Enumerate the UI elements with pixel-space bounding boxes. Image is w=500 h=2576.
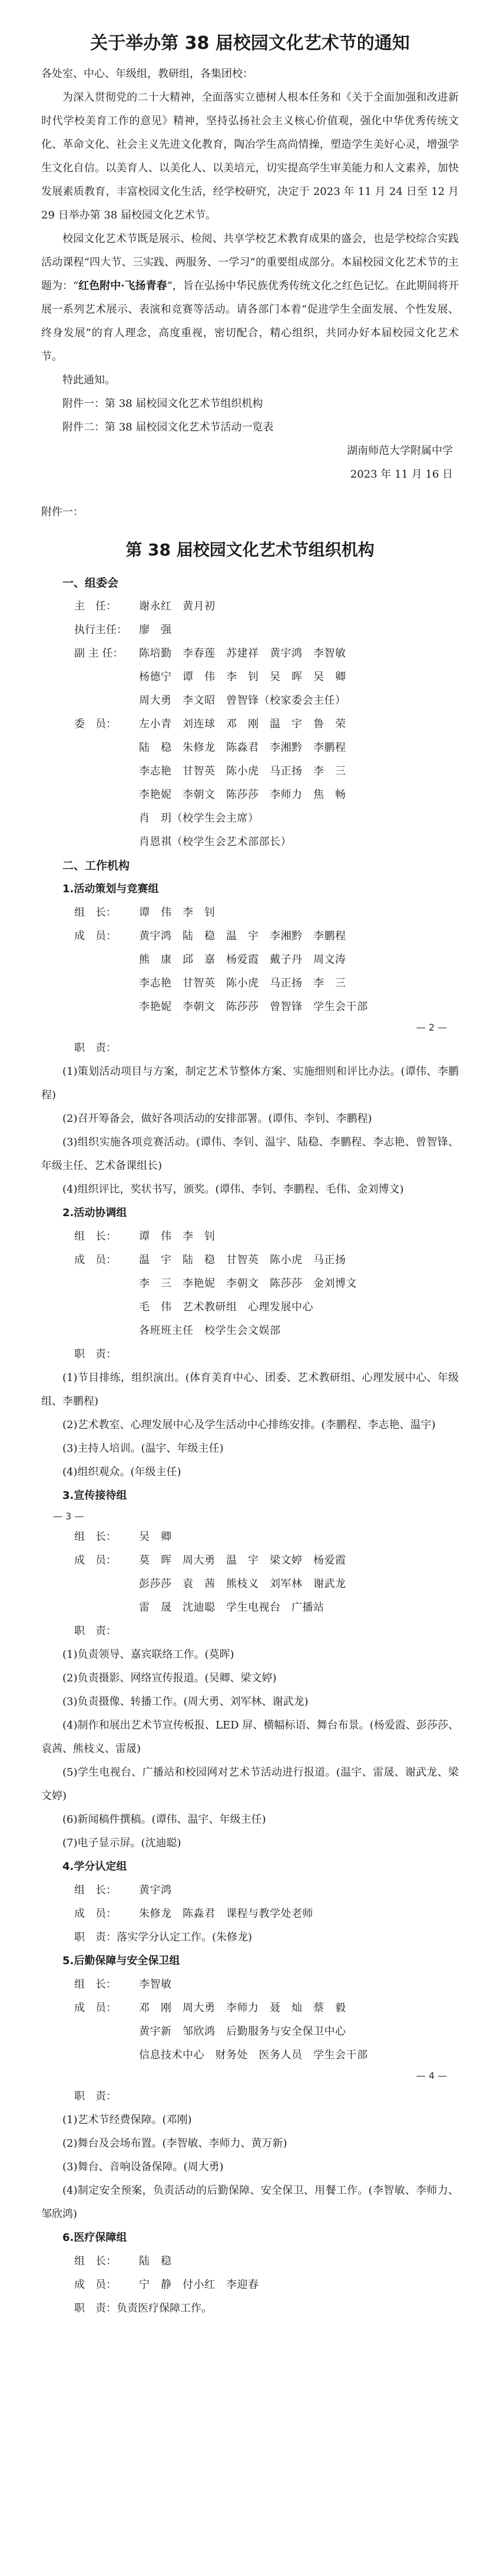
member-row xyxy=(41,665,459,689)
section-committee-heading: 一、组委会 xyxy=(62,577,119,590)
section-work-groups-heading: 二、工作机构 xyxy=(62,859,130,872)
member-row xyxy=(41,1319,459,1343)
member-row xyxy=(41,2020,459,2044)
appendix-label: 附件一： xyxy=(41,506,84,518)
duty-item: (1)负责领导、嘉宾联络工作。(莫晖) xyxy=(62,1648,234,1661)
member-role xyxy=(74,2044,139,2067)
member-row xyxy=(41,1525,459,1549)
group-2-duties xyxy=(41,1366,459,1484)
duty-item: (4)制作和展出艺术节宣传板报、LED 屏、横幅标语、舞台布景。(杨爱霞、彭莎莎、袁茜、熊枝义、雷晟) xyxy=(41,1719,459,1755)
group-3-duties xyxy=(41,1643,459,1855)
duty-item: (2)艺术教室、心理发展中心及学生活动中心排练安排。(李鹏程、李志艳、温宇) xyxy=(62,1419,436,1431)
attachment-1-line: 附件一：第 38 届校园文化艺术节组织机构 xyxy=(62,398,263,410)
member-names: 李 三 李艳妮 李朝文 陈莎莎 金刘博文 xyxy=(139,1277,357,1290)
member-row xyxy=(41,995,459,1019)
member-role: 主 任： xyxy=(74,600,117,612)
member-names: 李智敏 xyxy=(139,1978,172,1991)
member-row xyxy=(41,1249,459,1272)
member-role xyxy=(74,1596,139,1620)
member-role xyxy=(74,689,139,713)
group-6-heading: 6.医疗保障组 xyxy=(62,2231,127,2244)
member-role: 成 员： xyxy=(74,2002,117,2014)
member-row xyxy=(41,1272,459,1296)
festival-theme: 红色附中·飞扬青春 xyxy=(78,280,167,292)
group-1-duty-label: 职 责： xyxy=(74,1042,117,1054)
member-role xyxy=(74,807,139,830)
group-6-members xyxy=(41,2250,459,2297)
member-names: 肖 玥（校学生会主席） xyxy=(139,812,259,825)
duty-item: (2)舞台及会场布置。(李智敏、李师力、黄万新) xyxy=(62,2137,287,2150)
member-names: 谭 伟 李 钊 xyxy=(139,906,216,919)
member-names: 周大勇 李文昭 曾智锋（校家委会主任） xyxy=(139,694,346,707)
member-role xyxy=(74,1319,139,1343)
member-role: 成 员： xyxy=(74,1908,117,1920)
duty-item: (3)组织实施各项竞赛活动。(谭伟、李钊、温宇、陆稳、李鹏程、李志艳、曾智锋、年级主任、艺术备课组长) xyxy=(41,1136,459,1172)
group-2-members xyxy=(41,1225,459,1343)
member-names: 杨德宁 谭 伟 李 钊 吴 晖 吴 卿 xyxy=(139,671,346,683)
member-names: 莫 晖 周大勇 温 宇 梁文婷 杨爱霞 xyxy=(139,1554,346,1567)
member-names: 陆 稳 xyxy=(139,2255,172,2267)
member-role xyxy=(74,830,139,854)
member-row xyxy=(41,1996,459,2020)
member-names: 吴 卿 xyxy=(139,1531,172,1543)
group-2-duty-label: 职 责： xyxy=(74,1348,117,1360)
member-row xyxy=(41,1973,459,1996)
issue-date: 2023 年 11 月 16 日 xyxy=(350,468,453,481)
duty-item: (2)负责摄影、网络宣传报道。(吴卿、梁文婷) xyxy=(62,1672,277,1684)
salutation: 各处室、中心、年级组，教研组，各集团校： xyxy=(41,68,253,80)
paragraph-2-lead: 校园文化艺术节既是展示、检阅、共享学校艺术教育成果的盛会，也是学校综合实践活动课程“四大节、三实践、两服务、一学习”的重要组成部分。本届校园文化艺术节的主题为：“ xyxy=(41,233,459,292)
member-names: 黄宇鸿 xyxy=(139,1884,172,1896)
member-role xyxy=(74,783,139,807)
member-row xyxy=(41,948,459,972)
group-5-members xyxy=(41,1973,459,2067)
notice-paragraph-1: 为深入贯彻党的二十大精神，全面落实立德树人根本任务和《关于全面加强和改进新时代学校美育工作的意见》精神，坚持弘扬社会主义核心价值观，强化中华优秀传统文化、革命文化、社会主义先进文化教育，陶冶学生高尚情操，塑造学生美好心灵，增强学生文化自信。以美育人、以美化人、以美培元，切实提高学生审美能力和人文素养，加快发展素质教育，丰富校园文化生活，经学校研究，决定于 2023 年 11 月 24 日至 12 月 29 日举办第 38 届校园文化艺术节。 xyxy=(41,91,459,221)
group-3-members xyxy=(41,1525,459,1620)
duty-item: (4)制定安全预案，负责活动的后勤保障、安全保卫、用餐工作。(李智敏、李师力、邹欣鸿) xyxy=(41,2184,459,2220)
group-5-heading: 5.后勤保障与安全保卫组 xyxy=(62,1955,180,1967)
notice-title: 关于举办第 38 届校园文化艺术节的通知 xyxy=(90,33,410,54)
member-names: 朱修龙 陈淼君 课程与教学处老师 xyxy=(139,1908,313,1920)
member-row xyxy=(41,1879,459,1902)
member-role: 委 员： xyxy=(74,718,117,730)
member-names: 廖 强 xyxy=(139,624,172,636)
member-role: 执行主任： xyxy=(74,624,127,636)
duty-item: (1)节目排练，组织演出。(体育美育中心、团委、艺术教研组、心理发展中心、年级组、李鹏程) xyxy=(41,1372,459,1408)
member-role: 成 员： xyxy=(74,2279,117,2291)
member-names: 陆 稳 朱修龙 陈淼君 李湘黔 李鹏程 xyxy=(139,741,346,754)
appendix-title: 第 38 届校园文化艺术节组织机构 xyxy=(125,540,375,559)
member-role: 组 长： xyxy=(74,1884,117,1896)
member-row xyxy=(41,595,459,618)
member-row xyxy=(41,1596,459,1620)
member-row xyxy=(41,1296,459,1319)
member-names: 谢永红 黄月初 xyxy=(139,600,216,612)
duty-item: (4)组织观众。(年级主任) xyxy=(62,1466,181,1478)
member-names: 宁 静 付小红 李迎春 xyxy=(139,2279,259,2291)
member-row xyxy=(41,2250,459,2273)
member-row xyxy=(41,972,459,995)
member-role: 组 长： xyxy=(74,2255,117,2267)
member-role: 成 员： xyxy=(74,1254,117,1266)
member-role xyxy=(74,2020,139,2044)
paragraph-2-tail: ”，旨在弘扬中华民族优秀传统文化之红色记忆。在此期间将开展一系列艺术展示、表演和竞赛等活动。请各部门本着“促进学生全面发展、个性发展、终身发展”的育人理念，高度重视，密切配合，精心组织，共同办好本届校园文化艺术节。 xyxy=(41,280,459,363)
group-3-duty-label: 职 责： xyxy=(74,1625,117,1637)
member-names: 毛 伟 艺术教研组 心理发展中心 xyxy=(139,1301,313,1313)
member-row xyxy=(41,618,459,642)
member-row xyxy=(41,807,459,830)
member-row xyxy=(41,925,459,948)
member-names: 邓 刚 周大勇 李师力 聂 灿 蔡 毅 xyxy=(139,2002,346,2014)
notice-paragraph-3: 特此通知。 xyxy=(62,374,115,386)
group-5-duty-label: 职 责： xyxy=(74,2090,117,2102)
member-role xyxy=(74,995,139,1019)
duty-item: (7)电子显示屏。(沈迪聪) xyxy=(62,1837,181,1849)
member-names: 黄宇鸿 陆 稳 温 宇 李湘黔 李鹏程 xyxy=(139,930,346,942)
member-names: 左小青 刘连球 邓 刚 温 宇 鲁 荣 xyxy=(139,718,346,730)
member-role: 副 主 任： xyxy=(74,647,124,660)
group-4-members xyxy=(41,1879,459,1926)
member-role: 组 长： xyxy=(74,1531,117,1543)
member-names: 彭莎莎 袁 茜 熊枝义 刘军林 谢武龙 xyxy=(139,1578,346,1590)
member-role: 组 长： xyxy=(74,906,117,919)
notice-paragraph-2 xyxy=(41,227,459,369)
group-3-heading: 3.宣传接待组 xyxy=(62,1489,127,1502)
member-role: 组 长： xyxy=(74,1978,117,1991)
member-row xyxy=(41,2273,459,2297)
member-row xyxy=(41,689,459,713)
group-1-heading: 1.活动策划与竞赛组 xyxy=(62,883,159,895)
member-names: 肖恩祺（校学生会艺术部部长） xyxy=(139,836,292,848)
member-row xyxy=(41,642,459,665)
member-role xyxy=(74,1572,139,1596)
duty-item: (5)学生电视台、广播站和校园网对艺术节活动进行报道。(温宇、雷晟、谢武龙、梁文婷) xyxy=(41,1766,459,1802)
page-number-4: — 4 — xyxy=(416,2070,447,2081)
member-role xyxy=(74,972,139,995)
member-role xyxy=(74,948,139,972)
member-names: 各班班主任 校学生会文娱部 xyxy=(139,1325,281,1337)
member-row xyxy=(41,736,459,760)
duty-item: (3)主持人培训。(温宇、年级主任) xyxy=(62,1442,224,1455)
member-row xyxy=(41,830,459,854)
group-6-duty: 职 责：负责医疗保障工作。 xyxy=(74,2302,212,2315)
member-role xyxy=(74,736,139,760)
page-number-3: — 3 — xyxy=(53,1511,84,1522)
duty-item: (3)舞台、音响设备保障。(周大勇) xyxy=(62,2161,224,2173)
duty-item: (6)新闻稿件撰稿。(谭伟、温宇、年级主任) xyxy=(62,1813,266,1826)
member-row xyxy=(41,713,459,736)
member-role xyxy=(74,760,139,783)
duty-item: (1)策划活动项目与方案，制定艺术节整体方案、实施细则和评比办法。(谭伟、李鹏程) xyxy=(41,1065,459,1101)
member-names: 李艳妮 李朝文 陈莎莎 李师力 焦 畅 xyxy=(139,789,346,801)
member-names: 信息技术中心 财务处 医务人员 学生会干部 xyxy=(139,2049,368,2061)
group-2-heading: 2.活动协调组 xyxy=(62,1207,127,1219)
group-4-heading: 4.学分认定组 xyxy=(62,1860,127,1873)
member-role xyxy=(74,1296,139,1319)
member-names: 温 宇 陆 稳 甘智英 陈小虎 马正扬 xyxy=(139,1254,346,1266)
member-names: 雷 晟 沈迪聪 学生电视台 广播站 xyxy=(139,1601,324,1614)
member-row xyxy=(41,1902,459,1926)
group-1-members xyxy=(41,901,459,1019)
member-role: 成 员： xyxy=(74,1554,117,1567)
member-names: 李志艳 甘智英 陈小虎 马正扬 李 三 xyxy=(139,977,346,989)
member-names: 李志艳 甘智英 陈小虎 马正扬 李 三 xyxy=(139,765,346,777)
page-number-2: — 2 — xyxy=(416,1022,447,1033)
member-names: 黄宇新 邹欣鸿 后勤服务与安全保卫中心 xyxy=(139,2025,346,2038)
member-role: 组 长： xyxy=(74,1230,117,1243)
member-names: 李艳妮 李朝文 陈莎莎 曾智锋 学生会干部 xyxy=(139,1001,368,1013)
member-row xyxy=(41,760,459,783)
issuer-name: 湖南师范大学附属中学 xyxy=(347,445,453,457)
duty-item: (3)负责摄像、转播工作。(周大勇、刘军林、谢武龙) xyxy=(62,1696,309,1708)
member-names: 陈培勤 李春莲 苏建祥 黄宇鸿 李智敏 xyxy=(139,647,346,660)
member-row xyxy=(41,901,459,925)
member-role xyxy=(74,665,139,689)
member-row xyxy=(41,1572,459,1596)
committee-member-list xyxy=(41,595,459,854)
member-row xyxy=(41,783,459,807)
member-role xyxy=(74,1272,139,1296)
member-row xyxy=(41,2044,459,2067)
member-row xyxy=(41,1549,459,1572)
duty-item: (2)召开筹备会，做好各项活动的安排部署。(谭伟、李钊、李鹏程) xyxy=(62,1112,372,1125)
member-names: 熊 康 邱 嘉 杨爱霞 戴子丹 周文涛 xyxy=(139,953,346,966)
group-5-duties xyxy=(41,2108,459,2226)
member-role: 成 员： xyxy=(74,930,117,942)
member-row xyxy=(41,1225,459,1249)
attachment-2-line: 附件二：第 38 届校园文化艺术节活动一览表 xyxy=(62,421,274,433)
duty-item: (1)艺术节经费保障。(邓刚) xyxy=(62,2114,192,2126)
group-4-duty: 职 责：落实学分认定工作。(朱修龙) xyxy=(74,1931,253,1943)
group-1-duties xyxy=(41,1060,459,1201)
duty-item: (4)组织评比，奖状书写，颁奖。(谭伟、李钊、李鹏程、毛伟、金刘博文) xyxy=(62,1183,404,1196)
member-names: 谭 伟 李 钊 xyxy=(139,1230,216,1243)
